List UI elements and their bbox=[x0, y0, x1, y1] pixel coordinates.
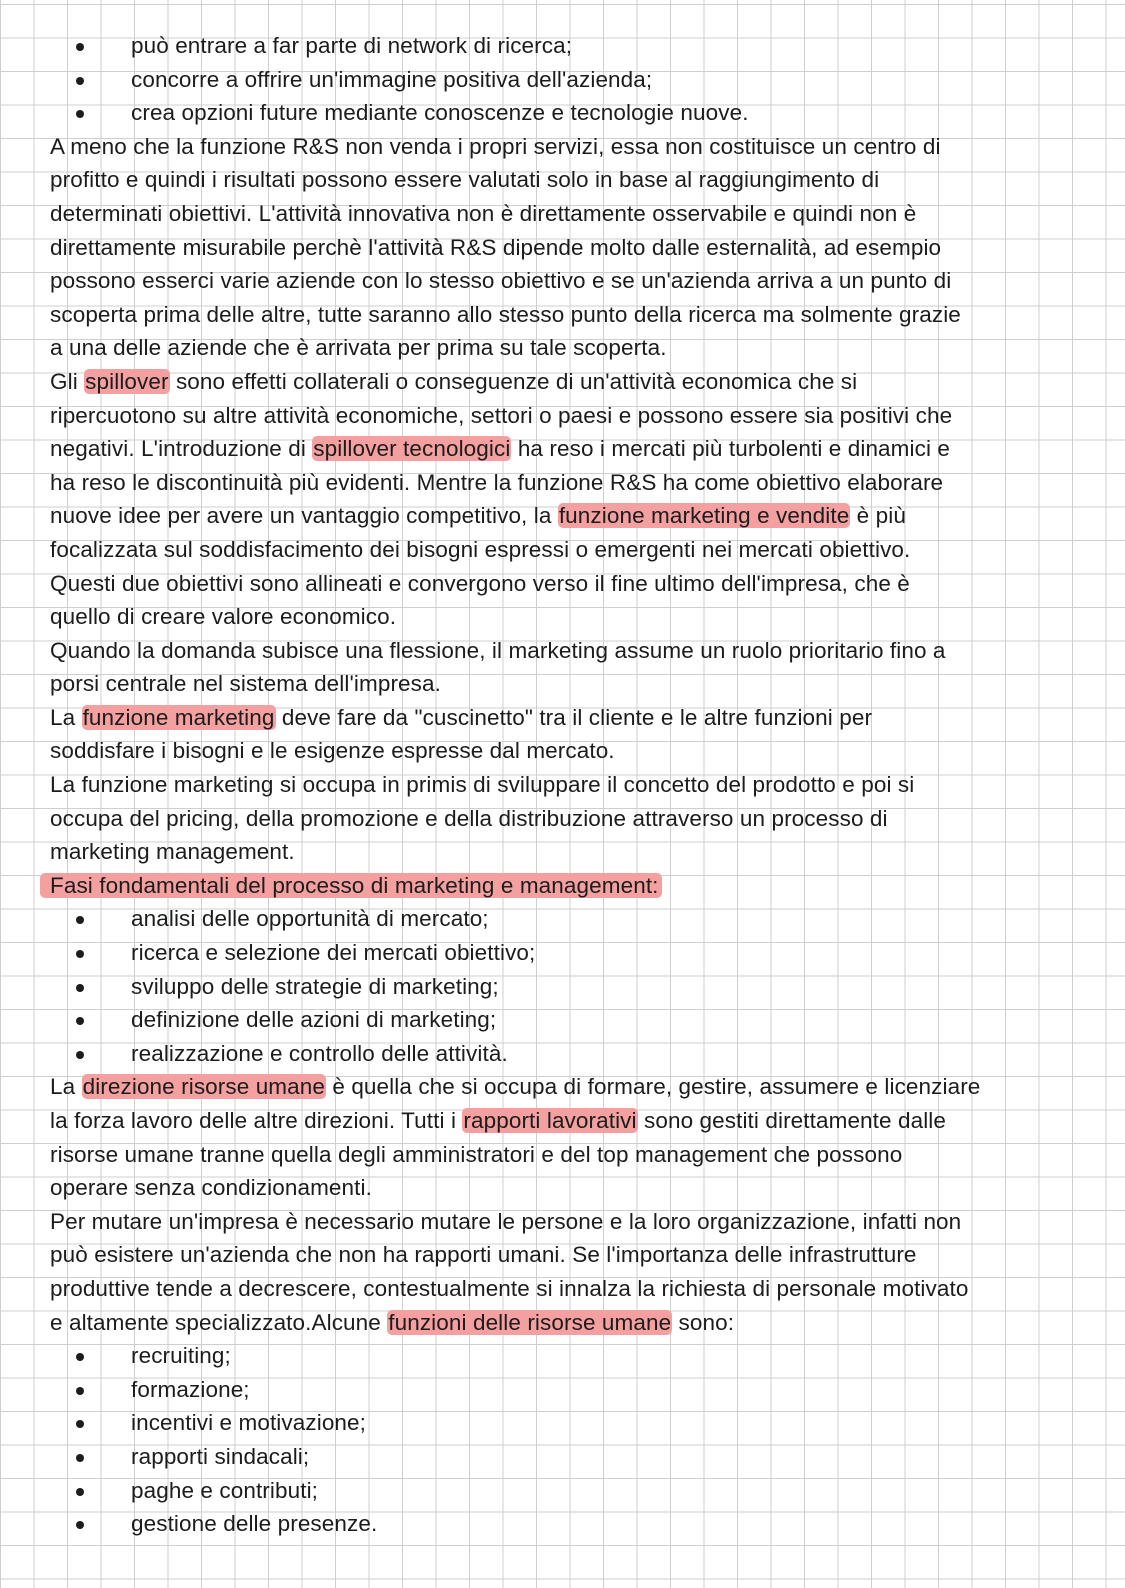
text-line: la forza lavoro delle altre direzioni. Tutti i rapporti lavorativi sono gestiti direttamente dalle bbox=[50, 1108, 947, 1133]
list-item: recruiting; bbox=[50, 1339, 1090, 1373]
text-line: Per mutare un'impresa è necessario mutare le persone e la loro organizzazione, infatti non bbox=[50, 1208, 962, 1234]
section-heading bbox=[50, 869, 1090, 903]
bullet-icon bbox=[76, 1488, 84, 1496]
text-line: Questi due obiettivi sono allineati e convergono verso il fine ultimo dell'impresa, che è bbox=[50, 570, 910, 596]
list-item: crea opzioni future mediante conoscenze e tecnologie nuove. bbox=[50, 96, 1090, 130]
text-line: produttive tende a decrescere, contestualmente si innalza la richiesta di personale motivato bbox=[50, 1275, 969, 1301]
text-line: determinati obiettivi. L'attività innovativa non è direttamente osservabile e quindi non è bbox=[50, 200, 917, 226]
bullet-icon bbox=[76, 110, 84, 118]
list-item: sviluppo delle strategie di marketing; bbox=[50, 970, 1090, 1004]
text-line: La direzione risorse umane è quella che si occupa di formare, gestire, assumere e licenziare bbox=[50, 1074, 981, 1100]
text-line: La funzione marketing deve fare da "cuscinetto" tra il cliente e le altre funzioni per bbox=[50, 704, 873, 730]
text-line: e altamente specializzato.Alcune funzioni delle risorse umane sono: bbox=[50, 1309, 735, 1335]
text-line: porsi centrale nel sistema dell'impresa. bbox=[50, 671, 441, 697]
text-line: negativi. L'introduzione di spillover tecnologici ha reso i mercati più turbolenti e dinamici e bbox=[50, 436, 951, 462]
bullet-icon bbox=[76, 916, 84, 924]
bullet-icon bbox=[76, 1387, 84, 1395]
bullet-icon bbox=[76, 950, 84, 958]
bullet-icon bbox=[76, 1017, 84, 1025]
highlight-spillover-tecnologici: spillover tecnologici bbox=[313, 436, 511, 462]
text-line: Quando la domanda subisce una flessione, il marketing assume un ruolo prioritario fino a bbox=[50, 637, 946, 663]
text-line: A meno che la funzione R&S non venda i propri servizi, essa non costituisce un centro di bbox=[50, 133, 941, 159]
text-line: può esistere un'azienda che non ha rapporti umani. Se l'importanza delle infrastrutture bbox=[50, 1242, 917, 1268]
text-line: ha reso le discontinuità più evidenti. Mentre la funzione R&S ha come obiettivo elaborare bbox=[50, 469, 944, 495]
highlight-funzione-marketing: funzione marketing bbox=[82, 704, 275, 730]
text-line: profitto e quindi i risultati possono essere valutati solo in base al raggiungimento di bbox=[50, 167, 880, 193]
text-line: quello di creare valore economico. bbox=[50, 604, 397, 630]
highlight-fasi-heading: Fasi fondamentali del processo di marketing e management: bbox=[40, 873, 662, 898]
list-item: può entrare a far parte di network di ricerca; bbox=[50, 29, 1090, 63]
list-item: incentivi e motivazione; bbox=[50, 1406, 1090, 1440]
bullet-icon bbox=[76, 1420, 84, 1428]
bullet-icon bbox=[76, 1521, 84, 1529]
bullet-icon bbox=[76, 1051, 84, 1059]
list-item: definizione delle azioni di marketing; bbox=[50, 1003, 1090, 1037]
list-item: realizzazione e controllo delle attività. bbox=[50, 1037, 1090, 1071]
text-line: direttamente misurabile perchè l'attività R&S dipende molto dalle esternalità, ad esempio bbox=[50, 234, 942, 260]
text-line: marketing management. bbox=[50, 839, 295, 865]
highlight-funzioni-risorse-umane: funzioni delle risorse umane bbox=[388, 1309, 672, 1335]
text-line: nuove idee per avere un vantaggio competitivo, la funzione marketing e vendite è più bbox=[50, 503, 906, 529]
highlight-funzione-marketing-vendite: funzione marketing e vendite bbox=[558, 503, 850, 529]
text-line: Gli spillover sono effetti collaterali o conseguenze di un'attività economica che si bbox=[50, 368, 858, 394]
notes-page bbox=[50, 29, 1090, 1541]
list-item: analisi delle opportunità di mercato; bbox=[50, 902, 1090, 936]
bullet-icon bbox=[76, 984, 84, 992]
text-line: ripercuotono su altre attività economiche, settori o paesi e possono essere sia positivi che bbox=[50, 402, 953, 428]
list-item: rapporti sindacali; bbox=[50, 1440, 1090, 1474]
bullet-icon bbox=[76, 43, 84, 51]
text-line: focalizzata sul soddisfacimento dei bisogni espressi o emergenti nei mercati obiettivo. bbox=[50, 536, 911, 562]
bullet-icon bbox=[76, 1353, 84, 1361]
list-item: paghe e contributi; bbox=[50, 1474, 1090, 1508]
highlight-spillover: spillover bbox=[85, 368, 169, 394]
highlight-rapporti-lavorativi: rapporti lavorativi bbox=[463, 1108, 637, 1133]
text-line: La funzione marketing si occupa in primis di sviluppare il concetto del prodotto e poi si bbox=[50, 772, 915, 798]
highlight-direzione-risorse-umane: direzione risorse umane bbox=[82, 1074, 325, 1100]
bullet-icon bbox=[76, 1454, 84, 1462]
text-line: soddisfare i bisogni e le esigenze espresse dal mercato. bbox=[50, 738, 615, 764]
text-line: occupa del pricing, della promozione e della distribuzione attraverso un processo di bbox=[50, 805, 888, 831]
text-line: operare senza condizionamenti. bbox=[50, 1175, 372, 1201]
list-item: ricerca e selezione dei mercati obiettivo; bbox=[50, 936, 1090, 970]
text-line: possono esserci varie aziende con lo stesso obiettivo e se un'azienda arriva a un punto di bbox=[50, 268, 952, 294]
list-item: formazione; bbox=[50, 1373, 1090, 1407]
text-line: a una delle aziende che è arrivata per prima su tale scoperta. bbox=[50, 335, 667, 361]
list-item: concorre a offrire un'immagine positiva dell'azienda; bbox=[50, 63, 1090, 97]
list-item: gestione delle presenze. bbox=[50, 1507, 1090, 1541]
text-line: risorse umane tranne quella degli amministratori e del top management che possono bbox=[50, 1141, 903, 1167]
bullet-icon bbox=[76, 77, 84, 85]
text-line: scoperta prima delle altre, tutte saranno allo stesso punto della ricerca ma solmente grazie bbox=[50, 301, 961, 327]
